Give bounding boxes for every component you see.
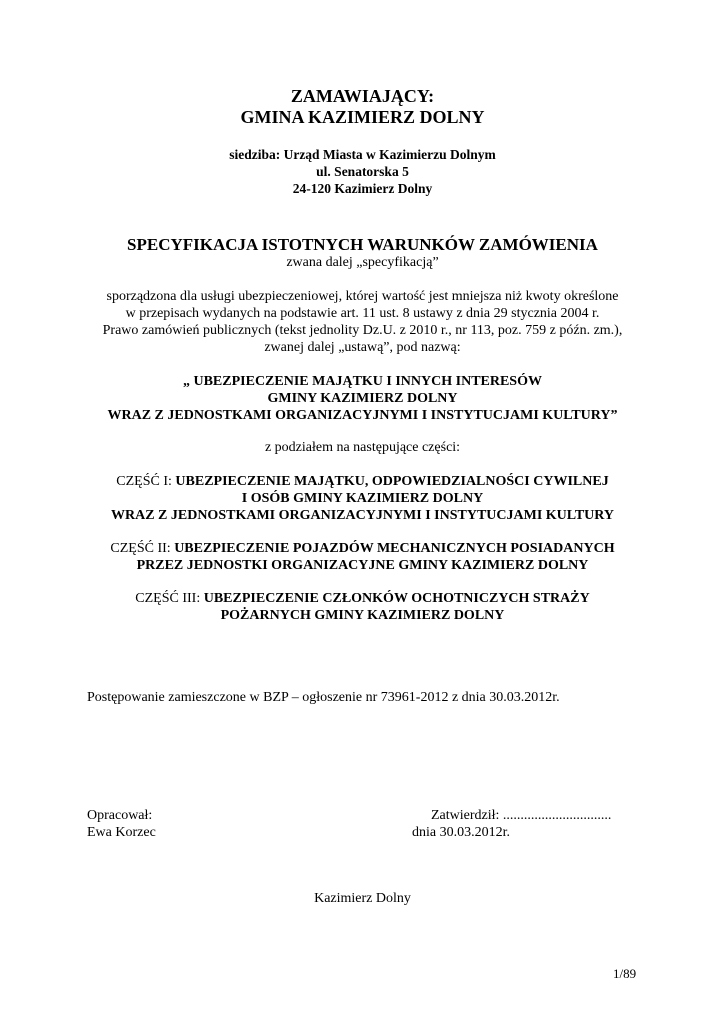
page-number: 1/89 <box>613 966 637 981</box>
part-2-title: UBEZPIECZENIE POJAZDÓW MECHANICZNYCH POSIADANYCH <box>174 541 615 556</box>
approved-by-label: Zatwierdził: ............................... <box>431 808 612 823</box>
division-note: z podziałem na następujące części: <box>264 440 461 455</box>
part-1-title: UBEZPIECZENIE MAJĄTKU, ODPOWIEDZIALNOŚCI CYWILNEJ <box>175 474 609 489</box>
place-name: Kazimierz Dolny <box>314 891 411 906</box>
orderer-label: ZAMAWIAJĄCY: <box>290 86 435 106</box>
part-3-line-1 <box>0 591 725 607</box>
part-3-line-2: POŻARNYCH GMINY KAZIMIERZ DOLNY <box>220 608 505 623</box>
spec-title: SPECYFIKACJA ISTOTNYCH WARUNKÓW ZAMÓWIENIA <box>127 235 598 254</box>
part-2-line-1 <box>0 541 725 557</box>
part-1-line-2: I OSÓB GMINY KAZIMIERZ DOLNY <box>241 491 484 506</box>
spec-subtitle: zwana dalej „specyfikacją” <box>286 255 439 270</box>
intro-line-3: Prawo zamówień publicznych (tekst jednolity Dz.U. z 2010 r., nr 113, poz. 759 z późn. zm.), <box>102 323 623 338</box>
part-1-line-1 <box>0 474 725 490</box>
part-2-prefix: CZĘŚĆ II: <box>110 541 175 556</box>
bzp-announcement: Postępowanie zamieszczone w BZP – ogłoszenie nr 73961-2012 z dnia 30.03.2012r. <box>87 690 560 705</box>
intro-line-1: sporządzona dla usługi ubezpieczeniowej, której wartość jest mniejsza niż kwoty określone <box>106 289 619 304</box>
procurement-name-line-1: „ UBEZPIECZENIE MAJĄTKU I INNYCH INTERESÓW <box>182 374 542 389</box>
prepared-by-name: Ewa Korzec <box>87 825 156 840</box>
prepared-by-label: Opracował: <box>87 808 153 823</box>
intro-line-4: zwanej dalej „ustawą”, pod nazwą: <box>264 340 461 355</box>
procurement-name-line-2: GMINY KAZIMIERZ DOLNY <box>267 391 458 406</box>
address-line-2: ul. Senatorska 5 <box>316 164 409 179</box>
approved-date: dnia 30.03.2012r. <box>412 825 510 840</box>
part-3-title: UBEZPIECZENIE CZŁONKÓW OCHOTNICZYCH STRAŻY <box>203 591 590 606</box>
part-1-prefix: CZĘŚĆ I: <box>116 474 176 489</box>
address-line-1: siedziba: Urząd Miasta w Kazimierzu Dolnym <box>229 147 496 162</box>
procurement-name-line-3: WRAZ Z JEDNOSTKAMI ORGANIZACYJNYMI I INSTYTUCJAMI KULTURY” <box>107 408 618 423</box>
address-line-3: 24-120 Kazimierz Dolny <box>292 181 433 196</box>
orderer-name: GMINA KAZIMIERZ DOLNY <box>240 107 485 127</box>
part-2-line-2: PRZEZ JEDNOSTKI ORGANIZACYJNE GMINY KAZIMIERZ DOLNY <box>136 558 589 573</box>
intro-line-2: w przepisach wydanych na podstawie art. 11 ust. 8 ustawy z dnia 29 stycznia 2004 r. <box>125 306 600 321</box>
part-1-line-3: WRAZ Z JEDNOSTKAMI ORGANIZACYJNYMI I INSTYTUCJAMI KULTURY <box>110 508 615 523</box>
part-3-prefix: CZĘŚĆ III: <box>135 591 204 606</box>
